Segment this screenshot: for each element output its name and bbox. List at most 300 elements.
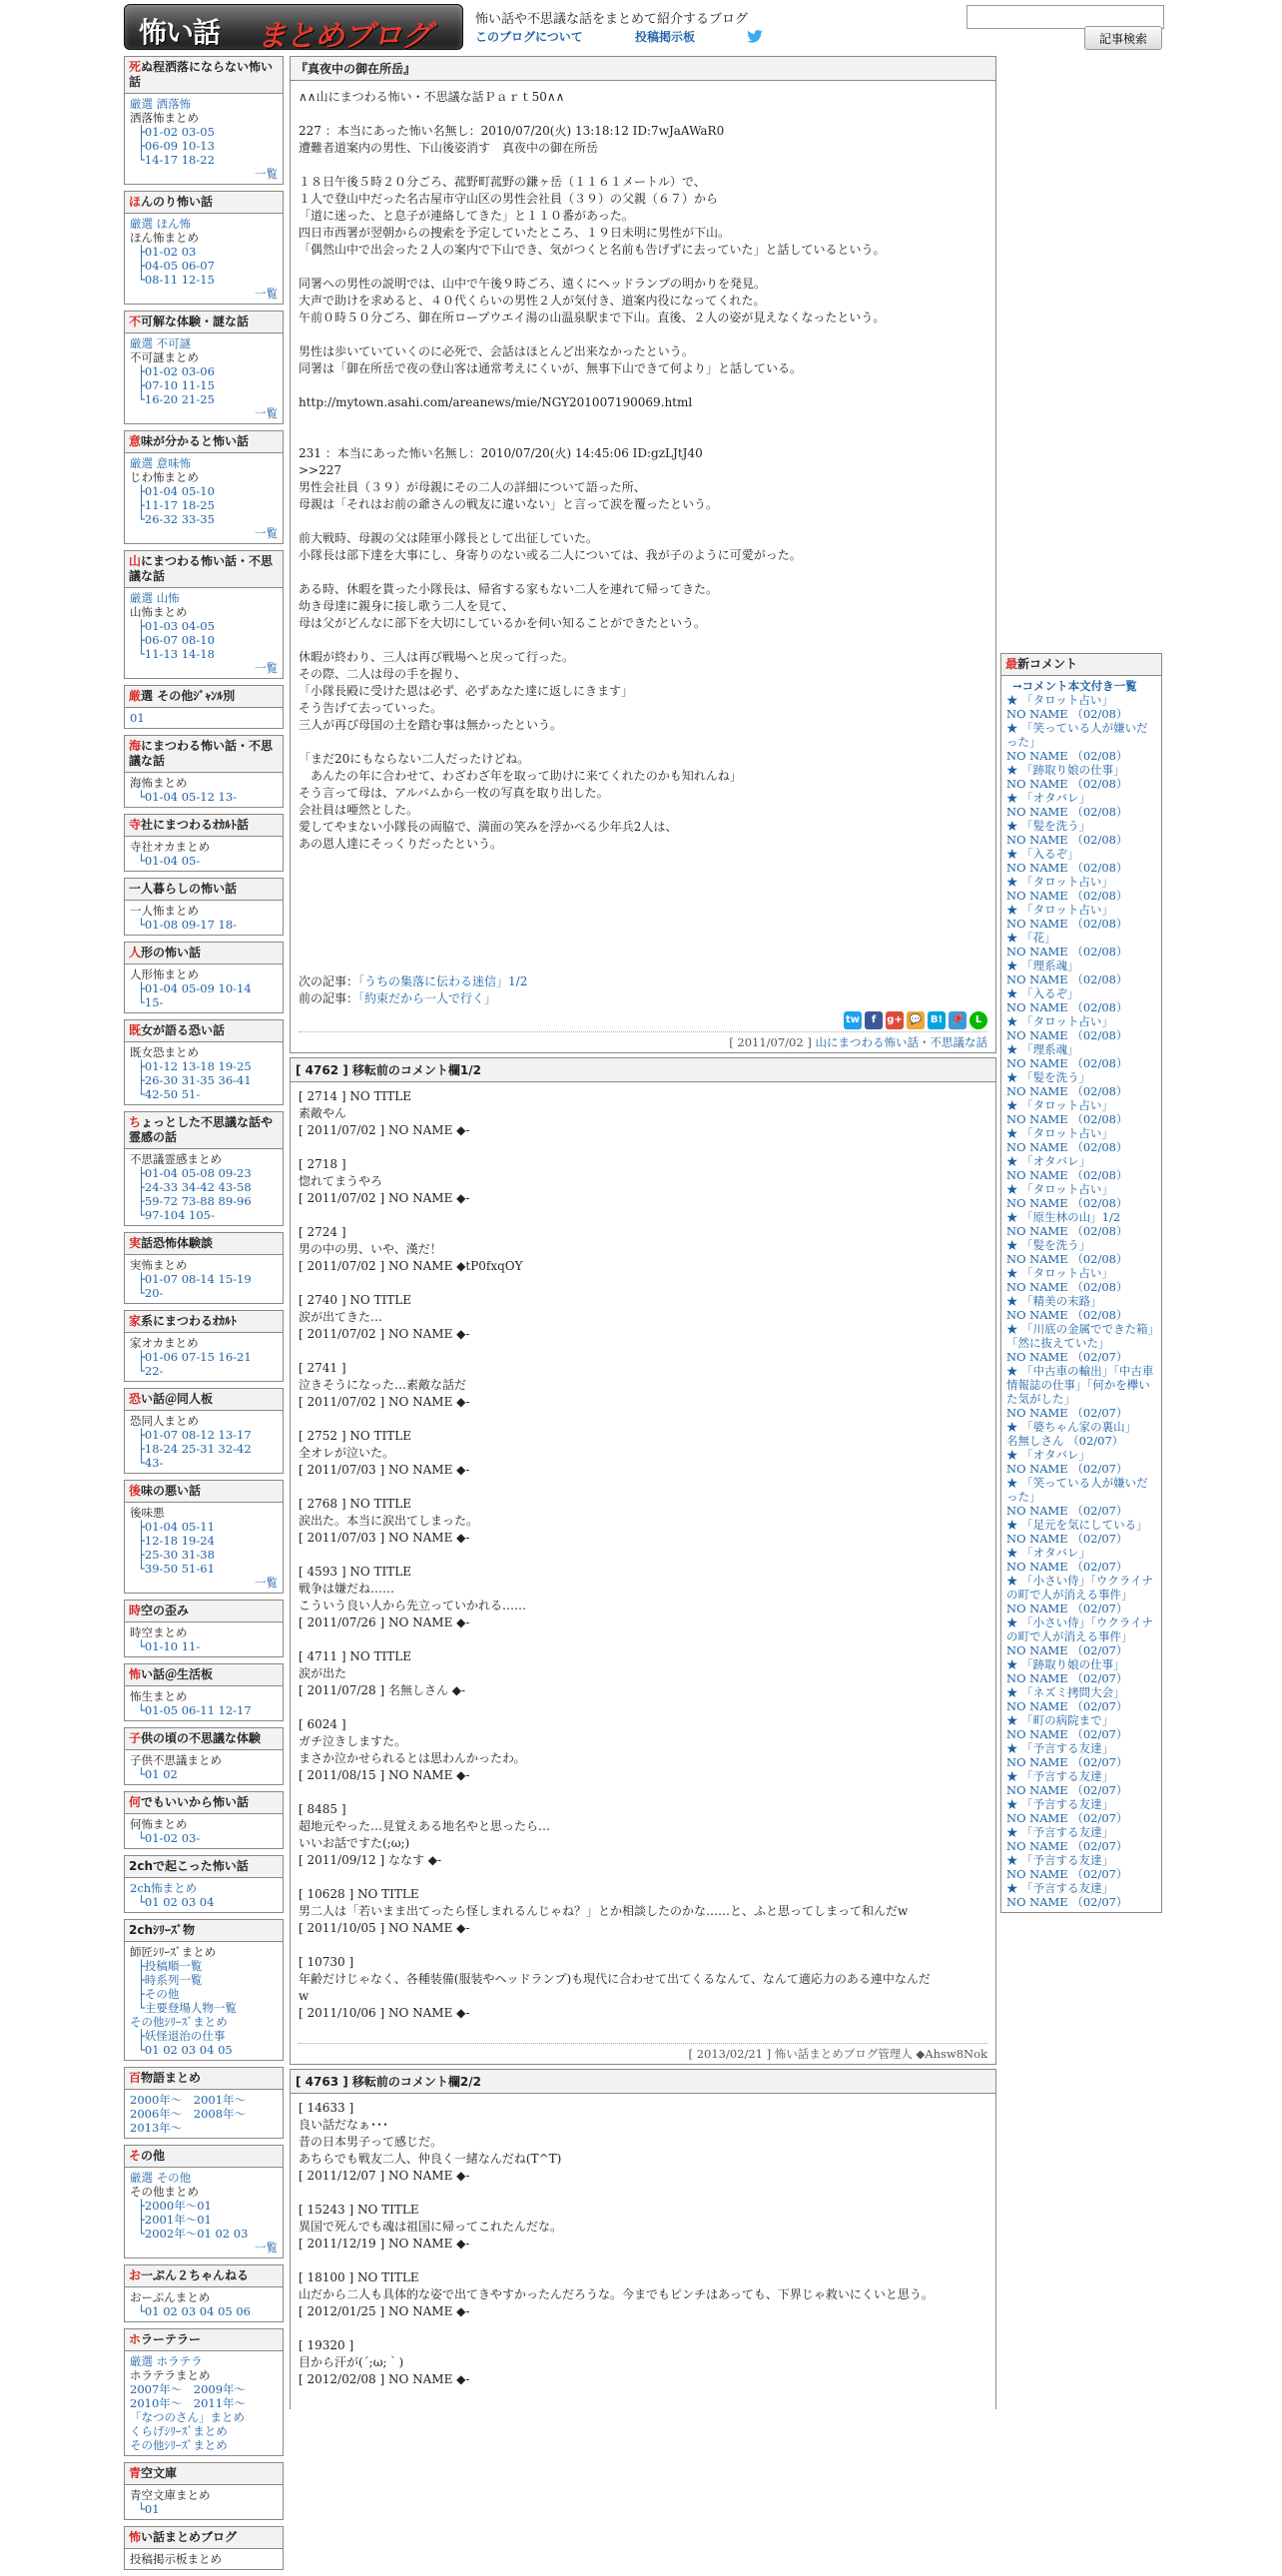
recent-comment-title[interactable]: 「タロット占い」 (1021, 1182, 1113, 1196)
recent-comment-title[interactable]: 「跡取り娘の仕事」 (1021, 763, 1125, 777)
line-share-icon[interactable]: L (969, 1011, 987, 1029)
sidebar-box-title (125, 431, 283, 453)
sidebar-link[interactable]: ├59-72 73-88 89-96 (138, 1194, 252, 1208)
recent-comment-item[interactable] (1006, 1182, 1156, 1196)
recent-comment-title[interactable]: 「理系魂」 (1021, 1042, 1079, 1056)
recent-comment-title[interactable]: 「予言する友達」 (1021, 1797, 1114, 1811)
sidebar-box (124, 56, 284, 185)
comment-meta: [ 2011/12/07 ] NO NAME ◆- (299, 2169, 470, 2183)
recent-comment-author: NO NAME （02/08） (1006, 972, 1128, 986)
comment-meta: [ 2011/08/15 ] NO NAME ◆- (299, 1768, 470, 1782)
sidebar-link[interactable]: └01 02 03 04 05 (138, 2043, 233, 2057)
site-logo[interactable] (124, 4, 463, 50)
sidebar-title-text: にまつわる怖い話・不思議な話 (129, 739, 274, 768)
sidebar-link[interactable]: 2000年～ 2001年～ (130, 2093, 247, 2107)
recent-comment-title[interactable]: 「小さい侍」「ウクライナの町で人が消える事件」 (1006, 1574, 1154, 1602)
sidebar-more-link[interactable]: 一覧 (255, 1576, 278, 1590)
recent-comment-item[interactable] (1006, 791, 1156, 805)
recent-comment-title[interactable]: 「婆ちゃん家の裏山」 (1021, 1420, 1137, 1434)
pocket-share-icon[interactable]: 📌 (949, 1011, 966, 1029)
star-icon: ★ (1006, 1615, 1022, 1629)
recent-comment-item[interactable] (1006, 1098, 1156, 1112)
sidebar-more-link[interactable]: 一覧 (255, 661, 278, 675)
sidebar-link[interactable]: └16-20 21-25 (138, 392, 215, 406)
sidebar-text: 洒落怖まとめ (130, 111, 199, 125)
sidebar-more-link[interactable]: 一覧 (255, 2241, 278, 2254)
sidebar-link[interactable]: ├01-04 05-09 10-14 (138, 981, 252, 995)
sidebar-box (124, 878, 284, 936)
about-link[interactable]: このブログについて (475, 30, 583, 44)
star-icon: ★ (1006, 1546, 1022, 1560)
comment-text: 涙出た。本当に涙出てしまった。 (299, 1514, 479, 1528)
sidebar-link[interactable]: ├01-07 08-12 13-17 (138, 1428, 252, 1442)
sidebar-link[interactable]: └01-10 11- (138, 1639, 201, 1653)
sidebar-text: 人形怖まとめ (130, 967, 199, 981)
sidebar-box-title (125, 943, 283, 965)
sidebar-title-text: 形の怖い話 (141, 946, 202, 960)
recent-comment-title[interactable]: 「笑っている人が嫌いだった」 (1006, 721, 1148, 749)
comment-head: [ 2724 ] (299, 1225, 346, 1239)
hatena-share-icon[interactable]: B! (928, 1011, 946, 1029)
sidebar-box (124, 1727, 284, 1785)
article-category-link[interactable]: 山にまつわる怖い話・不思議な話 (815, 1035, 987, 1049)
comment-meta: [ 2011/09/12 ] ななす ◆- (299, 1853, 442, 1867)
recent-comment-title[interactable]: 「入るぞ」 (1021, 986, 1079, 1000)
share-buttons (291, 1007, 995, 1031)
next-article (291, 973, 995, 990)
comment-meta: [ 2011/07/02 ] NO NAME ◆tP0fxqOY (299, 1259, 523, 1273)
recent-comment-item[interactable] (1006, 1797, 1156, 1811)
sidebar-link[interactable]: ├26-30 31-35 36-41 (138, 1073, 252, 1087)
sidebar-link[interactable]: └39-50 51-61 (138, 1562, 215, 1576)
sidebar-link[interactable]: ├01-07 08-14 15-19 (138, 1272, 252, 1286)
recent-comment-item[interactable] (1006, 903, 1156, 917)
comment-meta: [ 2011/07/03 ] NO NAME ◆- (299, 1531, 470, 1545)
sidebar-link[interactable]: 2006年～ 2008年～ (130, 2107, 247, 2121)
sidebar-link[interactable]: └20- (138, 1286, 164, 1300)
sidebar-link[interactable]: ├12-18 19-24 (138, 1534, 215, 1548)
recent-comment-title[interactable]: 「予言する友達」 (1021, 1853, 1114, 1867)
sidebar-text: 青空文庫まとめ (130, 2488, 211, 2502)
sidebar-link[interactable]: ├01-03 04-05 (138, 619, 215, 633)
recent-comment-title[interactable]: 「入るぞ」 (1021, 847, 1079, 861)
sidebar-link[interactable]: ├11-17 18-25 (138, 498, 215, 512)
sidebar-link[interactable]: ├2001年～01 (138, 2213, 212, 2227)
recent-comment-author: NO NAME （02/08） (1006, 1224, 1128, 1238)
recent-comment-item[interactable] (1006, 847, 1156, 861)
sidebar-link[interactable]: └01-05 06-11 12-17 (138, 1703, 252, 1717)
comment-head: [ 6024 ] (299, 1717, 346, 1731)
sidebar-box-links (125, 2090, 283, 2138)
sidebar-link[interactable]: ├01-06 07-15 16-21 (138, 1350, 252, 1364)
sidebar-link[interactable]: ├24-33 34-42 43-58 (138, 1180, 252, 1194)
sidebar-text: 実怖まとめ (130, 1258, 188, 1272)
star-icon: ★ (1006, 1741, 1022, 1755)
recent-comment-title[interactable]: 「理系魂」 (1021, 959, 1079, 972)
sidebar-link[interactable]: その他ｼﾘｰｽﾞまとめ (130, 2438, 228, 2452)
sidebar-title-initial: ほ (129, 195, 142, 209)
sidebar-text: 一人怖まとめ (130, 904, 199, 918)
comment-meta: [ 2012/01/25 ] NO NAME ◆- (299, 2304, 470, 2318)
recent-comment-title[interactable]: 「タロット占い」 (1021, 1126, 1113, 1140)
sidebar-link[interactable]: 2010年～ 2011年～ (130, 2396, 247, 2410)
recent-comment-title[interactable]: 「町の病院まで」 (1021, 1713, 1114, 1727)
sidebar-text: 子供不思議まとめ (130, 1753, 222, 1767)
left-sidebar (124, 56, 284, 2576)
sidebar-link[interactable]: └2002年～01 02 03 (138, 2227, 249, 2241)
sidebar-link[interactable]: └43- (138, 1456, 164, 1470)
comment-meta: [ 2011/10/05 ] NO NAME ◆- (299, 1921, 470, 1935)
sidebar-link[interactable]: 厳選 その他 (130, 2171, 192, 2185)
sidebar-link[interactable]: └01-04 05-12 13- (138, 790, 238, 804)
sidebar-box (124, 1111, 284, 1226)
comment-text: 年齢だけじゃなく、各種装備(服装やヘッドランプ)も現代に合わせて出てくるなんて、なんて適応力のある連中なんだ w (299, 1972, 931, 2003)
sidebar-text: 不思議霊感まとめ (130, 1152, 222, 1166)
star-icon: ★ (1006, 1364, 1022, 1378)
recent-comment-item[interactable] (1006, 1574, 1156, 1602)
comment-head: [ 15243 ] NO TITLE (299, 2203, 419, 2217)
next-label: 次の記事： (299, 974, 359, 988)
recent-comment-item[interactable] (1006, 763, 1156, 777)
sidebar-title-initial: 海 (129, 739, 142, 753)
sidebar-box-title (125, 1389, 283, 1411)
sidebar-link[interactable]: ├01-04 05-10 (138, 484, 215, 498)
sidebar-box-title (125, 312, 283, 333)
recent-comment-title[interactable]: 「精美の末路」 (1021, 1294, 1102, 1308)
recent-comment-title[interactable]: 「タロット占い」 (1021, 1098, 1113, 1112)
sidebar-title-text: 味の悪い話 (141, 1484, 202, 1498)
sidebar-link[interactable]: 2013年～ (130, 2121, 183, 2135)
sidebar-text: 不可謎まとめ (130, 350, 199, 364)
star-icon: ★ (1006, 847, 1022, 861)
recent-comment-title[interactable]: 「オタバレ」 (1021, 1448, 1091, 1462)
sidebar-box-title (125, 1728, 283, 1750)
sidebar-link[interactable]: 01 (130, 711, 145, 725)
sidebar-link[interactable]: └主要登場人物一覧 (138, 2001, 237, 2015)
sidebar-link[interactable]: ├01-12 13-18 19-25 (138, 1059, 252, 1073)
sidebar-link[interactable]: └01 02 03 04 (138, 1895, 215, 1909)
sidebar-link[interactable]: ├01-04 05-08 09-23 (138, 1166, 252, 1180)
recent-comment-title[interactable]: 「中古車の輸出」「中古車情報誌の仕事」「何かを欅いた気がした」 (1006, 1364, 1154, 1406)
star-icon: ★ (1006, 791, 1022, 805)
sidebar-link[interactable]: 厳選 山怖 (130, 591, 180, 605)
recent-comment-item[interactable] (1006, 875, 1156, 889)
sidebar-box-title (125, 2068, 283, 2090)
sidebar-link[interactable]: └01 02 03 04 05 06 (138, 2304, 252, 2318)
sidebar-title-initial: 既 (129, 1023, 142, 1037)
recent-comment-author: NO NAME （02/08） (1006, 861, 1128, 875)
recent-comment-title[interactable]: 「オタバレ」 (1021, 791, 1091, 805)
sidebar-box (124, 1600, 284, 1657)
sidebar-link[interactable]: └01-02 03- (138, 1831, 201, 1845)
recent-comment-item[interactable] (1006, 1070, 1156, 1084)
site-tagline: 怖い話や不思議な話をまとめて紹介するブログ (475, 12, 749, 27)
recent-comment-item[interactable] (1006, 693, 1156, 707)
star-icon: ★ (1006, 1797, 1022, 1811)
sidebar-title-initial: 寺 (129, 818, 142, 832)
recent-comment-item[interactable] (1006, 1420, 1156, 1434)
comment-head: [ 2718 ] (299, 1157, 346, 1171)
sidebar-link[interactable]: └01 02 (138, 1767, 178, 1781)
recent-comment-item[interactable] (1006, 1448, 1156, 1462)
sidebar-box-title (125, 1792, 283, 1814)
recent-comment-title[interactable]: 「タロット占い」 (1021, 903, 1113, 917)
sidebar-more-link[interactable]: 一覧 (255, 526, 278, 540)
sidebar-link[interactable]: └01-08 09-17 18- (138, 918, 238, 932)
recent-comment-title[interactable]: 「髪を洗う」 (1021, 1238, 1091, 1252)
sidebar-link[interactable]: └14-17 18-22 (138, 153, 215, 167)
recent-comment-author: NO NAME （02/07） (1006, 1839, 1128, 1853)
sidebar-box-title (125, 2329, 283, 2351)
recent-comment-title[interactable]: 「小さい侍」「ウクライナの町で人が消える事件」 (1006, 1615, 1154, 1643)
star-icon: ★ (1006, 1685, 1022, 1699)
sidebar-link[interactable]: 2ch怖まとめ (130, 1881, 198, 1895)
sidebar-box-title (125, 57, 283, 94)
sidebar-link[interactable]: └01 (138, 2502, 160, 2516)
twitter-icon[interactable] (747, 30, 763, 43)
recent-comment-item[interactable] (1006, 1154, 1156, 1168)
sidebar-link[interactable]: 「なつのさん」まとめ (130, 2410, 245, 2424)
comment (299, 1496, 987, 1547)
sidebar-title-text: 一ぷん２ちゃんねる (141, 2268, 250, 2282)
sidebar-link[interactable]: ├時系列一覧 (138, 1973, 203, 1987)
sidebar-link[interactable]: 2007年～ 2009年～ (130, 2382, 247, 2396)
sidebar-box-links (125, 214, 283, 304)
sidebar-title-text: ぬ程洒落にならない怖い話 (129, 60, 274, 89)
facebook-share-icon[interactable]: f (865, 1011, 883, 1029)
sidebar-title-text: の他 (141, 2149, 166, 2163)
recent-comment-item[interactable] (1006, 1853, 1156, 1867)
sidebar-link[interactable]: 厳選 ほん怖 (130, 217, 192, 231)
recent-comment-item[interactable] (1006, 1210, 1156, 1224)
sidebar-link[interactable]: ├投稿順一覧 (138, 1959, 203, 1973)
recent-comment-title[interactable]: 「予言する友達」 (1021, 1769, 1114, 1783)
sidebar-link[interactable]: くらげｼﾘｰｽﾞまとめ (130, 2424, 228, 2438)
sidebar-more-link[interactable]: 一覧 (255, 167, 278, 181)
comments-section-2 (290, 2069, 996, 2409)
sidebar-title-text: 話恐怖体験談 (141, 1236, 214, 1250)
sidebar-link[interactable]: ├その他 (138, 1987, 180, 2001)
sidebar-link[interactable]: ├25-30 31-38 (138, 1548, 215, 1562)
sidebar-box-links (125, 333, 283, 423)
sidebar-link[interactable]: ├妖怪退治の仕事 (138, 2029, 226, 2043)
article (290, 56, 996, 1053)
recent-comment-item[interactable] (1006, 1657, 1156, 1671)
sidebar-link[interactable]: 厳選 洒落怖 (130, 97, 192, 111)
recent-comment-title[interactable]: 「足元を気にしている」 (1021, 1518, 1148, 1532)
sidebar-link[interactable]: ├01-02 03 (138, 245, 197, 259)
all-comments-link[interactable]: →コメント本文付き一覧 (1012, 679, 1137, 693)
sidebar-box-links (125, 1750, 283, 1784)
star-icon: ★ (1006, 1853, 1022, 1867)
sidebar-link[interactable]: ├2000年～01 (138, 2199, 212, 2213)
recent-comment-author: NO NAME （02/08） (1006, 1308, 1128, 1322)
sidebar-title-text: 物語まとめ (141, 2071, 202, 2085)
comment (299, 1954, 987, 2022)
recent-comment-item[interactable] (1006, 1741, 1156, 1755)
recent-comment-title[interactable]: 「髪を洗う」 (1021, 819, 1091, 833)
recent-comment-title[interactable]: 「タロット占い」 (1021, 1266, 1113, 1280)
recent-comment-title[interactable]: 「跡取り娘の仕事」 (1021, 1657, 1125, 1671)
sidebar-box (124, 1310, 284, 1382)
comment (299, 1716, 987, 1784)
recent-comment-title[interactable]: 「笑っている人が嫌いだった」 (1006, 1476, 1148, 1504)
comment-text: 超地元やった…見覚えある地名やと思ったら… いいお話ですた(;ω;) (299, 1819, 551, 1850)
recent-comment-author: NO NAME （02/08） (1006, 777, 1128, 791)
sidebar-link[interactable]: └15- (138, 995, 164, 1009)
recent-comment-author: NO NAME （02/08） (1006, 1140, 1128, 1154)
recent-comment-author: NO NAME （02/07） (1006, 1811, 1128, 1825)
comment-text: ガチ泣きしますた。 まさか泣かせられるとは思わんかったわ。 (299, 1734, 526, 1765)
recent-comment-title[interactable]: 「予言する友達」 (1021, 1825, 1114, 1839)
main-content (290, 56, 996, 2413)
sidebar-box (124, 1663, 284, 1721)
recent-comment-item[interactable] (1006, 959, 1156, 972)
star-icon: ★ (1006, 721, 1022, 735)
sidebar-box (124, 2526, 284, 2570)
recent-comment-item[interactable] (1006, 1014, 1156, 1028)
sidebar-box-title (125, 1601, 283, 1622)
recent-comment-item[interactable] (1006, 1322, 1156, 1350)
sidebar-link[interactable]: ├06-09 10-13 (138, 139, 215, 153)
sidebar-link[interactable]: ├01-02 03-05 (138, 125, 215, 139)
recent-comment-title[interactable]: 「オタバレ」 (1021, 1154, 1091, 1168)
recent-comment-item[interactable] (1006, 1126, 1156, 1140)
recent-comment-title[interactable]: 「タロット占い」 (1021, 1014, 1113, 1028)
twitter-share-icon[interactable]: tw (844, 1011, 862, 1029)
recent-comment-author: NO NAME （02/08） (1006, 1168, 1128, 1182)
sidebar-title-initial: 厳 (129, 689, 142, 703)
recent-comment-item[interactable] (1006, 1881, 1156, 1895)
search-button[interactable]: 記事検索 (1084, 26, 1162, 50)
sidebar-text: おーぷんまとめ (130, 2290, 211, 2304)
sidebar-box-title (125, 1020, 283, 1042)
recent-comment-item[interactable] (1006, 1685, 1156, 1699)
comment-meta: [ 2011/07/02 ] NO NAME ◆- (299, 1191, 470, 1205)
recent-comment-title[interactable]: 「オタバレ」 (1021, 1546, 1091, 1560)
star-icon: ★ (1006, 819, 1022, 833)
prev-article-link[interactable]: 「約束だから一人で行く」 (358, 991, 497, 1005)
recent-comment-author: NO NAME （02/08） (1006, 1280, 1128, 1294)
sidebar-title-text: 空の歪み (141, 1604, 190, 1617)
recent-comment-item[interactable] (1006, 1769, 1156, 1783)
recent-comment-item[interactable] (1006, 1713, 1156, 1727)
recent-comment-item[interactable] (1006, 1476, 1156, 1504)
comment-text: 目から汗が(´;ω;｀) (299, 2355, 404, 2369)
sidebar-title-text: でもいいから怖い話 (141, 1795, 250, 1809)
sidebar-box-links (125, 1878, 283, 1912)
comment (299, 1224, 987, 1275)
sidebar-link[interactable]: 厳選 意味怖 (130, 456, 192, 470)
recent-comment-item[interactable] (1006, 1546, 1156, 1560)
sidebar-more-link[interactable]: 一覧 (255, 287, 278, 301)
recent-comment-item[interactable] (1006, 1615, 1156, 1643)
recent-comment-title[interactable]: 「予言する友達」 (1021, 1741, 1114, 1755)
recent-comment-item[interactable] (1006, 931, 1156, 945)
recent-comment-title[interactable]: 「予言する友達」 (1021, 1881, 1114, 1895)
sidebar-link[interactable]: ├07-10 11-15 (138, 378, 215, 392)
recent-comment-item[interactable] (1006, 1518, 1156, 1532)
recent-comment-item[interactable] (1006, 986, 1156, 1000)
comments-1-footer: [ 2013/02/21 ] 怖い話まとめブログ管理人 ◆Ahsw8Nok (299, 2043, 987, 2064)
sidebar-box (124, 1919, 284, 2061)
star-icon: ★ (1006, 931, 1022, 945)
sidebar-box-links (125, 2549, 283, 2569)
recent-comment-item[interactable] (1006, 1825, 1156, 1839)
sidebar-link[interactable]: └26-32 33-35 (138, 512, 215, 526)
comment-share-icon[interactable]: 💬 (907, 1011, 925, 1029)
sidebar-link[interactable]: ├06-07 08-10 (138, 633, 215, 647)
sidebar-link[interactable]: └97-104 105- (138, 1208, 215, 1222)
sidebar-more-link[interactable]: 一覧 (255, 406, 278, 420)
recent-comment-title[interactable]: 「タロット占い」 (1021, 693, 1113, 707)
comment (299, 1428, 987, 1479)
star-icon: ★ (1006, 1713, 1022, 1727)
star-icon: ★ (1006, 1518, 1022, 1532)
sidebar-box-title (125, 736, 283, 773)
recent-comment-item[interactable] (1006, 1364, 1156, 1406)
sidebar-link[interactable]: 厳選 ホラテラ (130, 2354, 203, 2368)
recent-comment-title[interactable]: 「髪を洗う」 (1021, 1070, 1091, 1084)
sidebar-link[interactable]: 厳選 不可謎 (130, 336, 192, 350)
sidebar-link[interactable]: ├18-24 25-31 32-42 (138, 1442, 252, 1456)
recent-comment-title[interactable]: 「原生林の山」1/2 (1021, 1210, 1121, 1224)
sidebar-link[interactable]: └11-13 14-18 (138, 647, 215, 661)
sidebar-link[interactable]: └01-04 05- (138, 854, 201, 868)
recent-comment-item[interactable] (1006, 1266, 1156, 1280)
sidebar-box-links (125, 2287, 283, 2321)
sidebar-box-links (125, 2168, 283, 2257)
article-body: ∧∧山にまつわる怖い・不思議な話Ｐａｒｔ50∧∧ 227 ：本当にあった怖い名無し：2010/07/20(火) 13:18:12 ID:7wJaAWaR0 遭難者道案内の男性、下山後姿消す 真夜中の御在所岳 １８日午後５時２０分ごろ、菰野町菰野の鎌ヶ岳（１１６１メートル）で、 １人で登山中だった名古屋市守山区の男性会社員（３９）の父親（６７）から 「道に迷った、と息子が連絡してきた」と１１０番があった。 四日市西署が翌朝からの捜索を予定していたところ、１９日未明に男性が下山。 「偶然山中で出会った２人の案内で下山でき、気がつくと名前も告げずに去っていた」と話しているという。 同署への男性の説明では、山中で午後９時ごろ、遠くにヘッドランプの明かりを発見。 大声で助けを求めると、４０代くらいの男性２人が気付き、道案内役になってくれた。 午前０時５０分ごろ、御在所ロープウエイ湯の山温泉駅まで下山。直後、２人の姿が見えなくなったという。 男性は歩いていていくのに必死で、会話はほとんど出来なかったという。 同署は「御在所岳で夜の登山客は通常考えにくいが、無事下山できて何より」と話している。 http://mytown.asahi.com/areanews/mie/NGY201007190069.html 231 ：本当にあった怖い名無し：2010/07/20(火) 14:45:06 ID:gzLJtJ40 >>227 男性会社員（３９）が母親にその二人の詳細について語った所、 母親は「それはお前の爺さんの戦友に違いない」と言って涙を覆ったという。 前大戦時、母親の父は陸軍小隊長として出征していた。 小隊長は部下達を大事にし、身寄りのない或る二人については、我が子のように可愛がった。 ある時、休暇を貰った小隊長は、帰省する家もない二人を連れて帰ってきた。 幼き母達に親身に接し歌う二人を見て、 母は父がどんなに部下を大切にしているかを伺い知ることができたという。 休暇が終わり、三人は再び戦場へと戻って行った。 その際、二人は母の手を握り、 「小隊長殿に受けた恩は必ず、必ずあなた達に返しにきます」 そう告げて去っていった。 三人が再び母国の土を踏む事は無かったという。 「まだ20にもならない二人だったけどね。 あんたの年に合わせて、わざわざ年を取って助けに来てくれたのかも知れんね」 そう言って母は、アルバムから一枚の写真を取り出した。 会社員は唖然とした。 愛してやまない小隊長の両脇で、満面の笑みを浮かべる少年兵2人は、 あの恩人達にそっくりだったという。 (299, 90, 886, 851)
site-header (124, 0, 1162, 56)
recent-comment-item[interactable] (1006, 1238, 1156, 1252)
sidebar-link[interactable]: └08-11 12-15 (138, 273, 215, 287)
recent-comment-author: NO NAME （02/07） (1006, 1867, 1128, 1881)
recent-comment-title[interactable]: 「花」 (1021, 931, 1056, 945)
sidebar-link[interactable]: ├04-05 06-07 (138, 259, 215, 273)
sidebar-title-initial: 実 (129, 1236, 142, 1250)
recent-comment-item[interactable] (1006, 1042, 1156, 1056)
recent-comment-title[interactable]: 「ネズミ拷問大会」 (1021, 1685, 1125, 1699)
board-link[interactable]: 投稿掲示板 (634, 30, 695, 44)
recent-comment-title[interactable]: 「タロット占い」 (1021, 875, 1113, 889)
comment-head: [ 10730 ] (299, 1955, 354, 1969)
recent-comment-item[interactable] (1006, 721, 1156, 749)
sidebar-box (124, 942, 284, 1013)
next-article-link[interactable]: 「うちの集落に伝わる迷信」1/2 (358, 974, 528, 988)
sidebar-link[interactable]: └22- (138, 1364, 164, 1378)
sidebar-box-links (125, 1814, 283, 1848)
comments-2-list (291, 2094, 995, 2409)
recent-comment-author: NO NAME （02/08） (1006, 889, 1128, 903)
sidebar-link[interactable]: その他ｼﾘｰｽﾞまとめ (130, 2015, 228, 2029)
recent-comment-item[interactable] (1006, 1294, 1156, 1308)
sidebar-link[interactable]: └42-50 51- (138, 1087, 201, 1101)
sidebar-link[interactable]: ├01-04 05-11 (138, 1520, 215, 1534)
sidebar-box (124, 2145, 284, 2258)
google-plus-share-icon[interactable]: g+ (886, 1011, 904, 1029)
sidebar-title-text: ラーテラー (141, 2332, 202, 2346)
sidebar-title-text: 選 その他ｼﾞｬﾝﾙ別 (141, 689, 236, 703)
recent-comment-title[interactable]: 「川底の金属でできた箱」「然に抜えていた」 (1006, 1322, 1154, 1350)
recent-comment-item[interactable] (1006, 819, 1156, 833)
sidebar-box-title (125, 686, 283, 708)
comment (299, 1088, 987, 1139)
sidebar-title-initial: 意 (129, 434, 142, 448)
sidebar-title-text: 味が分かると怖い話 (141, 434, 250, 448)
sidebar-link[interactable]: ├01-02 03-06 (138, 364, 215, 378)
sidebar-title-initial: ホ (129, 2332, 142, 2346)
